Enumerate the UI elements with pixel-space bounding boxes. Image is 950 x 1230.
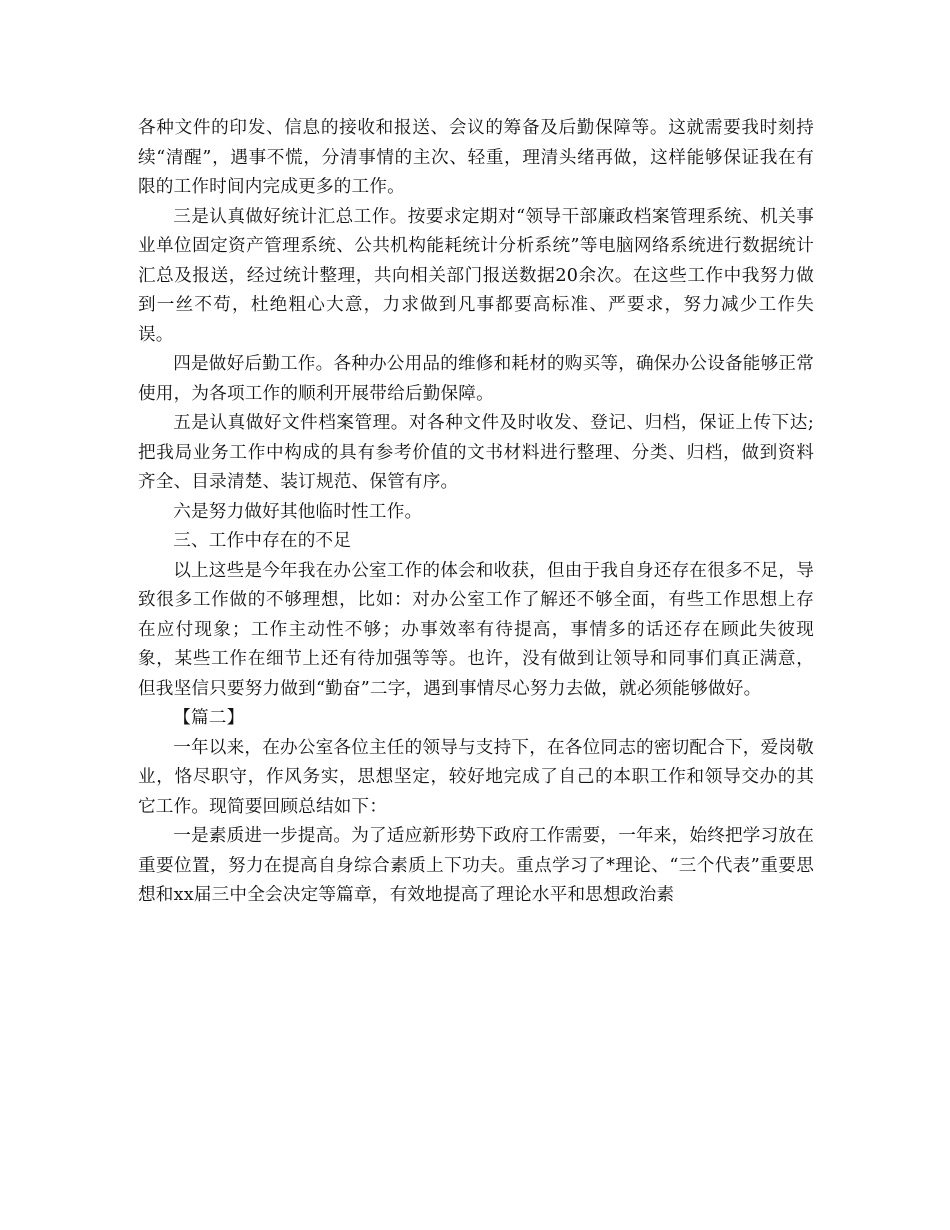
paragraph-file-archive-management: 五是认真做好文件档案管理。对各种文件及时收发、登记、归档，保证上传下达;把我局业务工作中构成的具有参考价值的文书材料进行整理、分类、归档，做到资料齐全、目录清楚、装订规范、保管有序。: [138, 413, 814, 492]
paragraph-continuation: 各种文件的印发、信息的接收和报送、会议的筹备及后勤保障等。这就需要我时刻持续“清醒”，遇事不慌，分清事情的主次、轻重，理清头绪再做，这样能够保证我在有限的工作时间内完成更多的工作。: [138, 118, 814, 197]
section-heading-part-two: 【篇二】: [173, 708, 245, 728]
paragraph-logistics-work: 四是做好后勤工作。各种办公用品的维修和耗材的购买等，确保办公设备能够正常使用，为各项工作的顺利开展带给后勤保障。: [138, 354, 814, 404]
paragraph-other-temporary-work: 六是努力做好其他临时性工作。: [173, 501, 423, 522]
document-body: [138, 114, 814, 911]
paragraph-statistics-work: 三是认真做好统计汇总工作。按要求定期对“领导干部廉政档案管理系统、机关事业单位固定资产管理系统、公共机构能耗统计分析系统”等电脑网络系统进行数据统计汇总及报送，经过统计整理，共向相关部门报送数据20余次。在这些工作中我努力做到一丝不苟，杜绝粗心大意，力求做到凡事都要高标准、严要求，努力减少工作失误。: [138, 206, 814, 345]
paragraph-quality-improvement: 一是素质进一步提高。为了适应新形势下政府工作需要，一年来，始终把学习放在重要位置，努力在提高自身综合素质上下功夫。重点学习了*理论、“三个代表”重要思想和xx届三中全会决定等篇章，有效地提高了理论水平和思想政治素: [138, 826, 814, 905]
paragraph-shortcomings: 以上这些是今年我在办公室工作的体会和收获，但由于我自身还存在很多不足，导致很多工作做的不够理想，比如：对办公室工作了解还不够全面，有些工作思想上存在应付现象；工作主动性不够；办事效率有待提高，事情多的话还存在顾此失彼现象，某些工作在细节上还有待加强等等。也许，没有做到让领导和同事们真正满意，但我坚信只要努力做到“勤奋”二字，遇到事情尽心努力去做，就必须能够做好。: [138, 560, 814, 699]
section-heading-shortcomings: 三、工作中存在的不足: [173, 531, 352, 551]
paragraph-year-overview: 一年以来，在办公室各位主任的领导与支持下，在各位同志的密切配合下，爱岗敬业，恪尽职守，作风务实，思想坚定，较好地完成了自己的本职工作和领导交办的其它工作。现简要回顾总结如下：: [138, 737, 814, 817]
